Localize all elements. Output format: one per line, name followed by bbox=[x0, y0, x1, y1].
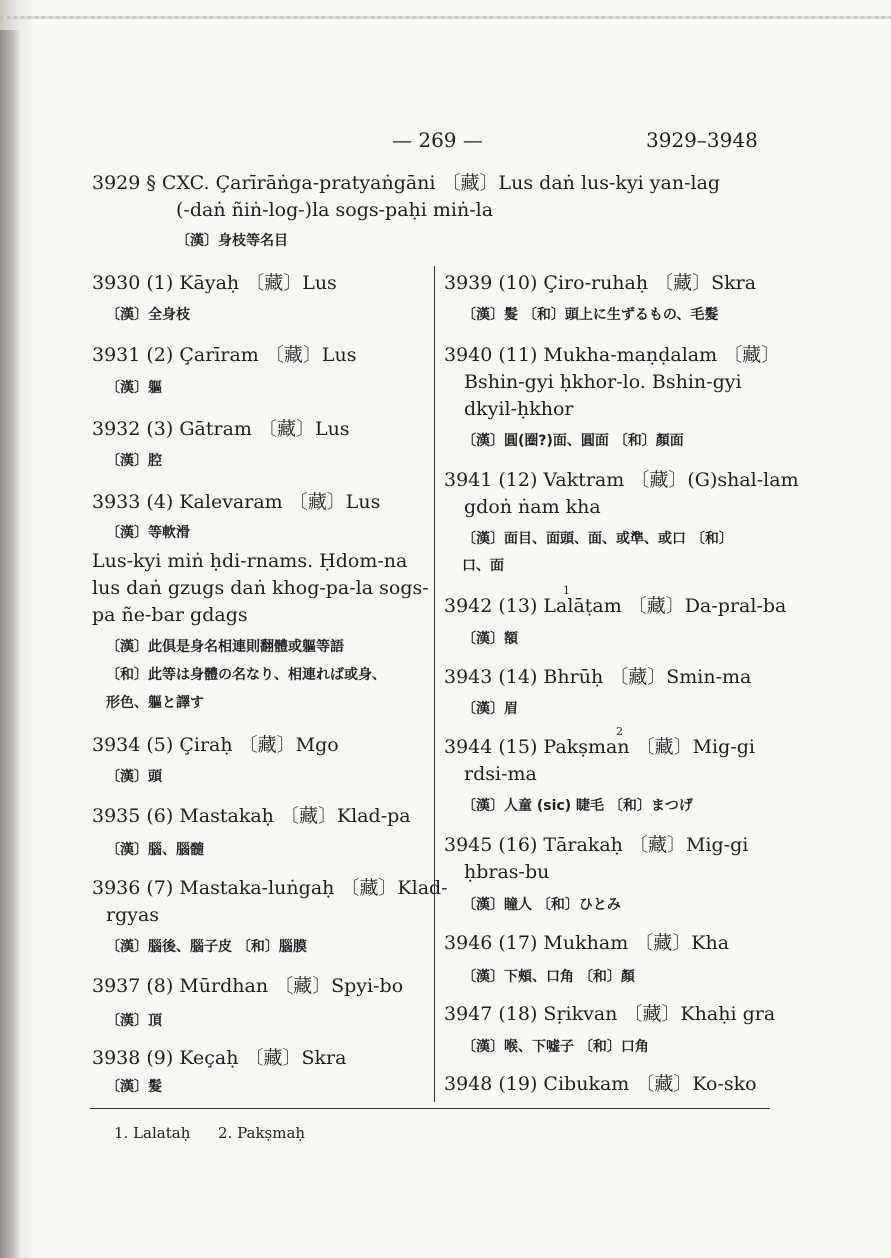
entry-text: Lus-kyi miṅ ḥdi-rnams. Ḥdom-na bbox=[92, 550, 408, 572]
entry-text: Bshin-gyi ḥkhor-lo. Bshin-gyi bbox=[464, 371, 742, 393]
entry-head: 3943 (14) Bhrūḥ 〔藏〕Smin-ma bbox=[444, 666, 752, 688]
entry-gloss: 〔漢〕瞳人 〔和〕ひとみ bbox=[462, 897, 621, 913]
entry-head: 3939 (10) Çiro-ruhaḥ 〔藏〕Skra bbox=[444, 272, 757, 294]
entry-gloss: 〔漢〕軀 bbox=[106, 380, 162, 396]
entry-gloss: 〔漢〕下頰、口角 〔和〕顏 bbox=[462, 969, 635, 985]
entry-head: 3945 (16) Tārakaḥ 〔藏〕Mig-gi bbox=[444, 834, 749, 856]
entry-head: 3940 (11) Mukha-maṇḍalam 〔藏〕 bbox=[444, 344, 781, 366]
entry-gloss: 〔漢〕人童 (sic) 睫毛 〔和〕まつげ bbox=[462, 798, 693, 814]
entry-gloss: 〔漢〕腔 bbox=[106, 453, 162, 469]
intro-line-2: (-daṅ ñiṅ-log-)la sogs-paḥi miṅ-la bbox=[176, 199, 494, 221]
entry-gloss: 〔漢〕髮 〔和〕頭上に生ずるもの、毛髮 bbox=[462, 307, 719, 323]
entry-head: 3931 (2) Çarīram 〔藏〕Lus bbox=[92, 344, 357, 366]
entry-gloss: 口、面 bbox=[462, 558, 504, 574]
entry-text: lus daṅ gzugs daṅ khog-pa-la sogs- bbox=[92, 577, 429, 599]
binding-shadow bbox=[0, 30, 20, 1258]
entry-gloss: 〔漢〕腦、腦髓 bbox=[106, 842, 204, 858]
entry-head: 3936 (7) Mastaka-luṅgaḥ 〔藏〕Klad- bbox=[92, 877, 448, 899]
entry-head: 3930 (1) Kāyaḥ 〔藏〕Lus bbox=[92, 272, 337, 294]
entry-head: 3934 (5) Çiraḥ 〔藏〕Mgo bbox=[92, 734, 339, 756]
footnote-marker: 1 bbox=[563, 584, 570, 597]
entry-note: 〔漢〕此俱是身名相連則翻體或軀等語 bbox=[106, 639, 344, 655]
entry-gloss: 〔漢〕全身枝 bbox=[106, 307, 190, 323]
entry-gloss: 〔漢〕喉、下嘘子 〔和〕口角 bbox=[462, 1039, 649, 1055]
entry-text: dkyil-ḥkhor bbox=[464, 398, 574, 420]
entry-gloss: 〔漢〕等軟滑 bbox=[106, 525, 190, 541]
entry-head: 3947 (18) Sṛikvan 〔藏〕Khaḥi gra bbox=[444, 1003, 776, 1025]
entry-text: ḥbras-bu bbox=[464, 861, 550, 883]
entry-head: 3941 (12) Vaktram 〔藏〕(G)shal-lam bbox=[444, 469, 799, 491]
entry-range: 3929–3948 bbox=[646, 128, 758, 152]
entry-head: 3938 (9) Keçaḥ 〔藏〕Skra bbox=[92, 1047, 347, 1069]
intro-line-3: 〔漢〕身枝等名目 bbox=[176, 233, 288, 249]
entry-text: pa ñe-bar gdags bbox=[92, 604, 248, 626]
column-divider bbox=[434, 266, 435, 1102]
entry-gloss: 〔漢〕眉 bbox=[462, 701, 518, 717]
entry-head: 3937 (8) Mūrdhan 〔藏〕Spyi-bo bbox=[92, 975, 404, 997]
entry-head: 3932 (3) Gātram 〔藏〕Lus bbox=[92, 418, 350, 440]
entry-note: 形色、軀と譯す bbox=[106, 695, 204, 711]
top-scan-line bbox=[0, 16, 891, 19]
entry-text: rdsi-ma bbox=[464, 763, 537, 785]
entry-head: 3935 (6) Mastakaḥ 〔藏〕Klad-pa bbox=[92, 805, 411, 827]
entry-head: 3944 (15) Pakṣman 〔藏〕Mig-gi bbox=[444, 736, 755, 758]
entry-head: 3948 (19) Cibukam 〔藏〕Ko-sko bbox=[444, 1073, 757, 1095]
footnote-2: 2. Pakṣmaḥ bbox=[218, 1124, 306, 1142]
page-number: — 269 — bbox=[392, 128, 483, 152]
entry-text: gdoṅ ṅam kha bbox=[464, 496, 601, 518]
entry-gloss: 〔漢〕頭 bbox=[106, 769, 162, 785]
entry-note: 〔和〕此等は身體の名なり、相連れば或身、 bbox=[106, 667, 386, 683]
entry-head: 3942 (13) Lalāṭam 〔藏〕Da-pral-ba bbox=[444, 595, 787, 617]
entry-gloss: 〔漢〕頂 bbox=[106, 1013, 162, 1029]
footnote-1: 1. Lalataḥ bbox=[114, 1124, 191, 1142]
entry-gloss: 〔漢〕髮 bbox=[106, 1079, 162, 1095]
footnote-marker: 2 bbox=[616, 725, 623, 738]
intro-line-1: 3929 § CXC. Çarīrāṅga-pratyaṅgāni 〔藏〕Lus daṅ lus-kyi yan-lag bbox=[92, 172, 721, 194]
entry-gloss: 〔漢〕圓(圈?)面、圓面 〔和〕顏面 bbox=[462, 433, 684, 449]
entry-gloss: 〔漢〕面目、面頭、面、或準、或口 〔和〕 bbox=[462, 531, 733, 547]
footnote-rule bbox=[90, 1108, 770, 1109]
entry-gloss: 〔漢〕額 bbox=[462, 631, 518, 647]
entry-head: 3933 (4) Kalevaram 〔藏〕Lus bbox=[92, 491, 381, 513]
entry-head: 3946 (17) Mukham 〔藏〕Kha bbox=[444, 932, 730, 954]
entry-gloss: 〔漢〕腦後、腦子皮 〔和〕腦膜 bbox=[106, 939, 307, 955]
entry-cont: rgyas bbox=[106, 904, 160, 926]
